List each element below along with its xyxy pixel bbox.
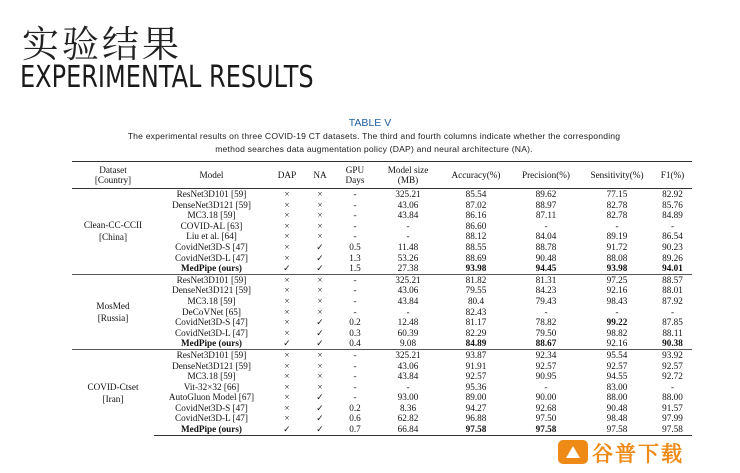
model-size-cell: 325.21 (375, 349, 441, 360)
na-cell: × (317, 210, 323, 221)
gpu-days-cell: 0.6 (349, 413, 361, 424)
precision-cell: 92.68 (535, 402, 557, 413)
na-cell: × (305, 189, 335, 200)
gpu-days-cell: - (353, 199, 357, 210)
model-cell: ResNet3D101 [59] (154, 349, 269, 360)
model-cell: DeCoVNet [65] (182, 306, 241, 317)
na-cell: ✓ (316, 402, 324, 413)
dataset-name: Clean-CC-CCII (83, 220, 143, 231)
dap-cell: × (284, 252, 290, 263)
precision-cell: 79.43 (535, 295, 557, 306)
model-cell: MedPipe (ours) (181, 338, 242, 349)
sensitivity-cell: 83.00 (606, 381, 628, 392)
model-size-cell: 325.21 (375, 189, 441, 200)
dap-cell: × (284, 306, 290, 317)
model-cell: CovidNet3D-S [47] (175, 317, 248, 328)
table-label: TABLE V (348, 117, 392, 129)
table-row (72, 424, 692, 435)
table-row (72, 189, 692, 200)
dap-cell: × (284, 402, 290, 413)
model-cell: MedPipe (ours) (181, 263, 242, 274)
accuracy-cell: 94.27 (465, 402, 487, 413)
sensitivity-cell: 82.78 (606, 210, 628, 221)
na-cell: ✓ (316, 392, 324, 403)
f1-cell: 90.38 (662, 338, 683, 349)
gpu-days-cell: - (353, 392, 357, 403)
accuracy-cell: 88.12 (465, 231, 487, 242)
table-row (72, 317, 692, 328)
accuracy-cell: 88.69 (465, 252, 487, 263)
f1-cell: 92.72 (662, 371, 683, 382)
gpu-days-cell: - (353, 306, 357, 317)
dap-cell: × (269, 349, 305, 360)
sensitivity-cell: 98.48 (606, 413, 628, 424)
accuracy-cell: 82.29 (465, 327, 487, 338)
accuracy-cell: 80.4 (467, 295, 485, 306)
table-row (72, 285, 692, 296)
table-row (72, 382, 692, 393)
model-cell: ResNet3D101 [59] (154, 274, 269, 285)
model-cell: MC3.18 [59] (187, 295, 236, 306)
col-header-sensitivity: Sensitivity(%) (581, 162, 653, 189)
dataset-country: [China] (98, 232, 128, 243)
f1-cell: - (670, 220, 675, 231)
caption-line-1: The experimental results on three COVID-19 CT datasets. The third and fourth columns indicate whether the corresponding (127, 131, 621, 141)
na-cell: ✓ (316, 317, 324, 328)
na-cell: ✓ (316, 338, 324, 349)
f1-cell: 87.92 (662, 295, 683, 306)
f1-cell: 88.57 (653, 274, 692, 285)
f1-cell: 89.26 (662, 252, 683, 263)
na-cell: × (317, 360, 323, 371)
dataset-country: [Russia] (97, 312, 129, 323)
col-header-model-size: Model size (MB) (375, 162, 441, 189)
dap-cell: × (284, 317, 290, 328)
f1-cell: 88.01 (662, 285, 683, 296)
gpu-days-cell: - (335, 349, 375, 360)
precision-cell: - (544, 220, 548, 231)
dataset-country: [Iran] (102, 393, 124, 404)
dap-cell: × (284, 413, 290, 424)
precision-cell: 87.11 (535, 210, 557, 221)
gpu-days-cell: - (353, 381, 357, 392)
accuracy-cell: 92.57 (465, 371, 487, 382)
na-cell: × (317, 220, 323, 231)
model-cell: MC3.18 [59] (187, 371, 236, 382)
model-cell: ResNet3D101 [59] (154, 189, 269, 200)
dap-cell: × (284, 392, 290, 403)
precision-cell: 84.23 (535, 285, 557, 296)
model-cell: DenseNet3D121 [59] (172, 199, 251, 210)
na-cell: ✓ (316, 413, 324, 424)
model-size-cell: 43.06 (397, 360, 419, 371)
sensitivity-cell: 92.57 (606, 360, 628, 371)
na-cell: × (317, 199, 323, 210)
model-cell: DenseNet3D121 [59] (172, 360, 251, 371)
model-size-cell: 12.48 (397, 317, 419, 328)
f1-cell: 86.54 (662, 231, 683, 242)
gpu-days-cell: - (353, 295, 357, 306)
accuracy-cell: 96.88 (465, 413, 487, 424)
accuracy-cell: 82.43 (465, 306, 487, 317)
sensitivity-cell: - (615, 306, 619, 317)
table-group-iran (72, 349, 692, 435)
table-row (72, 413, 692, 424)
col-header-na: NA (305, 162, 335, 189)
table-row (72, 253, 692, 264)
accuracy-cell: 84.89 (465, 338, 487, 349)
gpu-days-cell: - (353, 285, 357, 296)
dataset-cell (72, 189, 154, 275)
precision-cell: - (544, 381, 548, 392)
accuracy-cell: 79.55 (465, 285, 487, 296)
model-size-cell: 60.39 (397, 327, 419, 338)
table-row (72, 371, 692, 382)
precision-cell: 94.45 (535, 263, 557, 274)
gpu-days-cell: 0.5 (349, 241, 361, 252)
dap-cell: ✓ (283, 338, 291, 349)
dap-cell: ✓ (283, 263, 291, 274)
f1-cell: 91.57 (662, 402, 683, 413)
gpu-days-cell: 1.3 (349, 252, 361, 263)
gpu-days-cell: - (335, 274, 375, 285)
gpu-days-cell: 0.4 (349, 338, 361, 349)
caption-line-2: method searches data augmentation policy (DAP) and neural architecture (NA). (215, 144, 533, 154)
table-row (72, 200, 692, 211)
dap-cell: × (269, 274, 305, 285)
f1-cell: 85.76 (662, 199, 683, 210)
model-size-cell: 66.84 (375, 424, 441, 435)
accuracy-cell: 91.91 (465, 360, 487, 371)
na-cell: ✓ (316, 263, 324, 274)
na-cell: × (317, 371, 323, 382)
results-table (72, 161, 692, 436)
precision-cell: 89.62 (511, 189, 581, 200)
table-caption (44, 130, 704, 156)
model-cell: Vit-32×32 [66] (183, 381, 240, 392)
model-cell: DenseNet3D121 [59] (172, 285, 251, 296)
accuracy-cell: 85.54 (441, 189, 511, 200)
na-cell: × (317, 231, 323, 242)
gpu-days-cell: - (353, 360, 357, 371)
precision-cell: 92.57 (535, 360, 557, 371)
sensitivity-cell: 88.08 (606, 252, 628, 263)
dap-cell: × (284, 220, 290, 231)
sensitivity-cell: 98.82 (606, 327, 628, 338)
model-size-cell: 93.00 (397, 392, 419, 403)
gpu-days-cell: 0.2 (349, 402, 361, 413)
f1-cell: - (670, 381, 675, 392)
accuracy-cell: 81.17 (465, 317, 487, 328)
accuracy-cell: 86.16 (465, 210, 487, 221)
sensitivity-cell: 92.16 (606, 338, 628, 349)
dap-cell: × (284, 199, 290, 210)
f1-cell: 90.23 (662, 241, 683, 252)
f1-cell: 82.92 (653, 189, 692, 200)
table-row (72, 403, 692, 414)
gpu-days-cell: - (353, 371, 357, 382)
na-cell: ✓ (316, 241, 324, 252)
accuracy-cell: 95.36 (465, 381, 487, 392)
gpu-days-cell: - (335, 189, 375, 200)
accuracy-cell: 97.58 (441, 424, 511, 435)
f1-cell: 97.99 (662, 413, 683, 424)
na-cell: × (317, 306, 323, 317)
f1-cell: 97.58 (653, 424, 692, 435)
dap-cell: × (284, 327, 290, 338)
f1-cell: 87.85 (662, 317, 683, 328)
model-size-cell: 8.36 (399, 402, 417, 413)
model-size-cell: 62.82 (397, 413, 419, 424)
model-size-cell: - (406, 231, 410, 242)
precision-cell: 81.31 (511, 274, 581, 285)
model-cell: Liu et al. [64] (186, 231, 237, 242)
sensitivity-cell: 91.72 (606, 241, 628, 252)
f1-cell: - (670, 306, 675, 317)
na-cell: ✓ (316, 252, 324, 263)
sensitivity-cell: 88.00 (606, 392, 628, 403)
dap-cell: × (284, 231, 290, 242)
model-cell: CovidNet3D-S [47] (175, 402, 248, 413)
na-cell: × (317, 381, 323, 392)
dap-cell: × (284, 210, 290, 221)
model-size-cell: 43.84 (397, 210, 419, 221)
model-size-cell: 53.26 (397, 252, 419, 263)
table-row (72, 231, 692, 242)
na-cell: ✓ (316, 327, 324, 338)
sensitivity-cell: 98.43 (606, 295, 628, 306)
sensitivity-cell: - (615, 220, 619, 231)
precision-cell: 92.34 (511, 349, 581, 360)
dap-cell: × (284, 295, 290, 306)
col-header-gpu-days: GPU Days (335, 162, 375, 189)
precision-cell: 90.95 (535, 371, 557, 382)
page-title-english: EXPERIMENTAL RESULTS (20, 60, 314, 95)
sensitivity-cell: 90.48 (606, 402, 628, 413)
gpu-days-cell: 1.5 (349, 263, 361, 274)
table-row (72, 242, 692, 253)
dap-cell: × (284, 241, 290, 252)
na-cell: × (305, 274, 335, 285)
model-cell: MedPipe (ours) (154, 424, 269, 435)
model-cell: CovidNet3D-L [47] (175, 413, 248, 424)
f1-cell: 84.89 (662, 210, 683, 221)
gpu-days-cell: - (353, 220, 357, 231)
precision-cell: - (544, 306, 548, 317)
model-size-cell: 325.21 (375, 274, 441, 285)
sensitivity-cell: 89.19 (606, 231, 628, 242)
model-size-cell: 9.08 (399, 338, 417, 349)
dataset-cell (72, 274, 154, 349)
accuracy-cell: 89.00 (465, 392, 487, 403)
gpu-days-cell: 0.7 (335, 424, 375, 435)
dataset-cell (72, 349, 154, 435)
page-title-chinese: 实验结果 (22, 23, 182, 66)
accuracy-cell: 81.82 (441, 274, 511, 285)
col-header-precision: Precision(%) (511, 162, 581, 189)
f1-cell: 93.92 (653, 349, 692, 360)
precision-cell: 90.48 (535, 252, 557, 263)
table-header-row (72, 162, 692, 189)
f1-cell: 88.11 (662, 327, 683, 338)
model-cell: CovidNet3D-L [47] (175, 327, 248, 338)
table-row (72, 296, 692, 307)
na-cell: × (317, 295, 323, 306)
table-row (72, 307, 692, 318)
table-row (72, 338, 692, 349)
model-size-cell: - (406, 381, 410, 392)
sensitivity-cell: 77.15 (581, 189, 653, 200)
sensitivity-cell: 97.58 (581, 424, 653, 435)
model-cell: CovidNet3D-S [47] (175, 241, 248, 252)
precision-cell: 88.97 (535, 199, 557, 210)
model-size-cell: 43.84 (397, 295, 419, 306)
gpu-days-cell: - (353, 231, 357, 242)
precision-cell: 97.50 (535, 413, 557, 424)
dap-cell: ✓ (269, 424, 305, 435)
dap-cell: × (284, 371, 290, 382)
sensitivity-cell: 95.54 (581, 349, 653, 360)
gpu-days-cell: 0.3 (349, 327, 361, 338)
model-size-cell: 43.06 (397, 285, 419, 296)
table-row (72, 221, 692, 232)
model-cell: CovidNet3D-L [47] (175, 252, 248, 263)
table-row (72, 274, 692, 285)
accuracy-cell: 87.02 (465, 199, 487, 210)
precision-cell: 78.82 (535, 317, 557, 328)
na-cell: × (317, 285, 323, 296)
sensitivity-cell: 92.16 (606, 285, 628, 296)
accuracy-cell: 93.87 (441, 349, 511, 360)
table-group-china (72, 189, 692, 275)
table-row (72, 210, 692, 221)
table-group-russia (72, 274, 692, 349)
model-cell: AutoGluon Model [67] (168, 392, 255, 403)
gpu-days-cell: - (353, 210, 357, 221)
precision-cell: 79.50 (535, 327, 557, 338)
model-cell: MC3.18 [59] (187, 210, 236, 221)
model-size-cell: - (406, 306, 410, 317)
model-cell: COVID-AL [63] (180, 220, 243, 231)
dap-cell: × (284, 285, 290, 296)
model-size-cell: 27.38 (397, 263, 419, 274)
dataset-name: COVID-Ctset (87, 381, 139, 392)
na-cell: ✓ (305, 424, 335, 435)
precision-cell: 88.67 (535, 338, 557, 349)
col-header-f1: F1(%) (653, 162, 692, 189)
table-row (72, 328, 692, 339)
col-header-model: Model (154, 162, 269, 189)
col-header-accuracy: Accuracy(%) (441, 162, 511, 189)
f1-cell: 88.00 (662, 392, 683, 403)
dataset-name: MosMed (96, 300, 130, 311)
table-row (72, 361, 692, 372)
table-row (72, 263, 692, 274)
model-size-cell: - (406, 220, 410, 231)
dap-cell: × (269, 189, 305, 200)
model-size-cell: 43.84 (397, 371, 419, 382)
watermark-text: 谷普下载 (592, 442, 684, 466)
col-header-dap: DAP (269, 162, 305, 189)
sensitivity-cell: 99.22 (606, 317, 628, 328)
precision-cell: 97.58 (511, 424, 581, 435)
accuracy-cell: 86.60 (465, 220, 487, 231)
na-cell: × (305, 349, 335, 360)
col-header-dataset: Dataset [Country] (72, 162, 154, 189)
precision-cell: 88.78 (535, 241, 557, 252)
table-row (72, 349, 692, 360)
sensitivity-cell: 82.78 (606, 199, 628, 210)
sensitivity-cell: 97.25 (581, 274, 653, 285)
model-size-cell: 43.06 (397, 199, 419, 210)
f1-cell: 92.57 (662, 360, 683, 371)
sensitivity-cell: 94.55 (606, 371, 628, 382)
dap-cell: × (284, 381, 290, 392)
accuracy-cell: 93.98 (465, 263, 487, 274)
dap-cell: × (284, 360, 290, 371)
gpu-days-cell: 0.2 (349, 317, 361, 328)
accuracy-cell: 88.55 (465, 241, 487, 252)
model-size-cell: 11.48 (397, 241, 419, 252)
precision-cell: 84.04 (535, 231, 557, 242)
sensitivity-cell: 93.98 (606, 263, 628, 274)
f1-cell: 94.01 (662, 263, 683, 274)
table-row (72, 392, 692, 403)
precision-cell: 90.00 (535, 392, 557, 403)
